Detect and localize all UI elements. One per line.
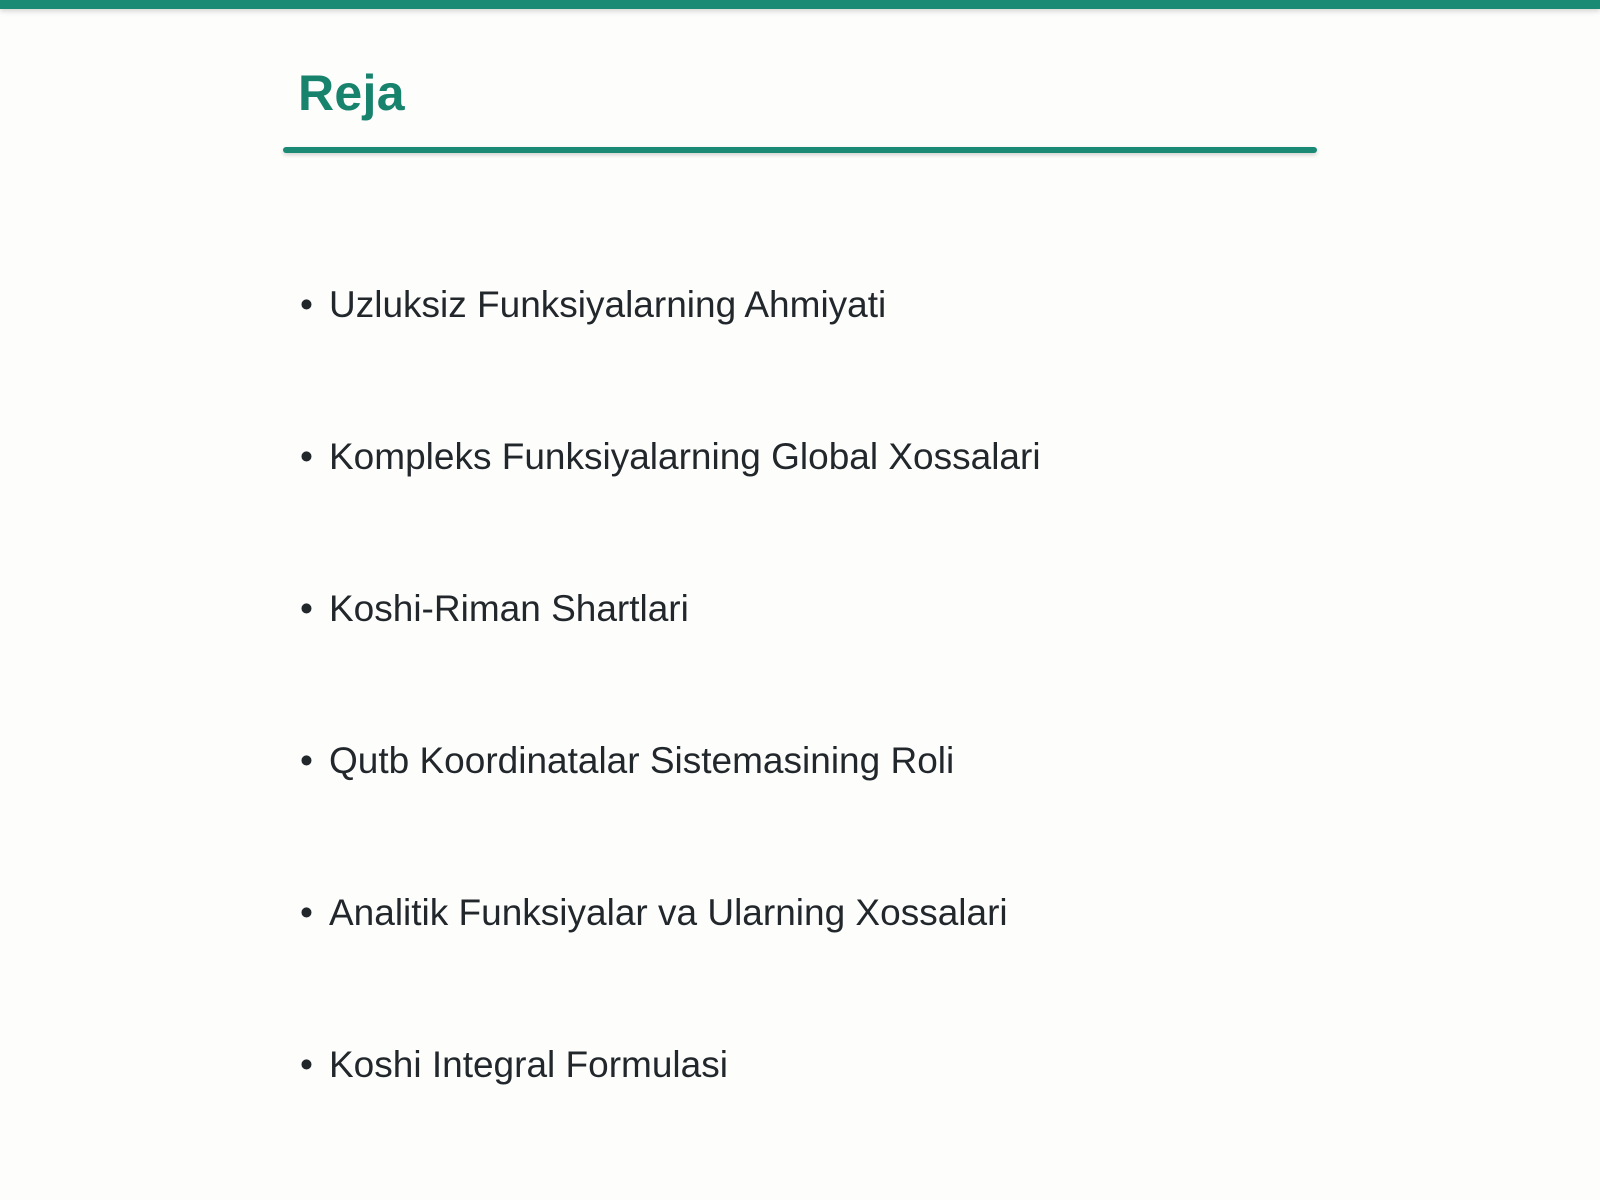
list-item <box>300 735 1041 887</box>
list-item-text: Koshi-Riman Shartlari <box>329 588 689 629</box>
list-item <box>300 887 1041 1039</box>
list-item-text: Koshi Integral Formulasi <box>329 1044 728 1085</box>
slide-title: Reja <box>298 65 405 121</box>
bullet-icon: • <box>300 892 313 933</box>
list-item-text: Kompleks Funksiyalarning Global Xossalari <box>329 436 1041 477</box>
bullet-icon: • <box>300 740 313 781</box>
list-item <box>300 431 1041 583</box>
list-item-text: Analitik Funksiyalar va Ularning Xossalari <box>329 892 1008 933</box>
bullet-icon: • <box>300 1044 313 1085</box>
title-underline <box>283 147 1317 153</box>
list-item <box>300 1039 1041 1191</box>
plan-list <box>300 279 1041 1191</box>
bullet-icon: • <box>300 436 313 477</box>
bullet-icon: • <box>300 284 313 325</box>
list-item-text: Qutb Koordinatalar Sistemasining Roli <box>329 740 955 781</box>
list-item <box>300 583 1041 735</box>
top-accent-bar <box>0 0 1600 9</box>
list-item <box>300 279 1041 431</box>
bullet-icon: • <box>300 588 313 629</box>
list-item-text: Uzluksiz Funksiyalarning Ahmiyati <box>329 284 887 325</box>
